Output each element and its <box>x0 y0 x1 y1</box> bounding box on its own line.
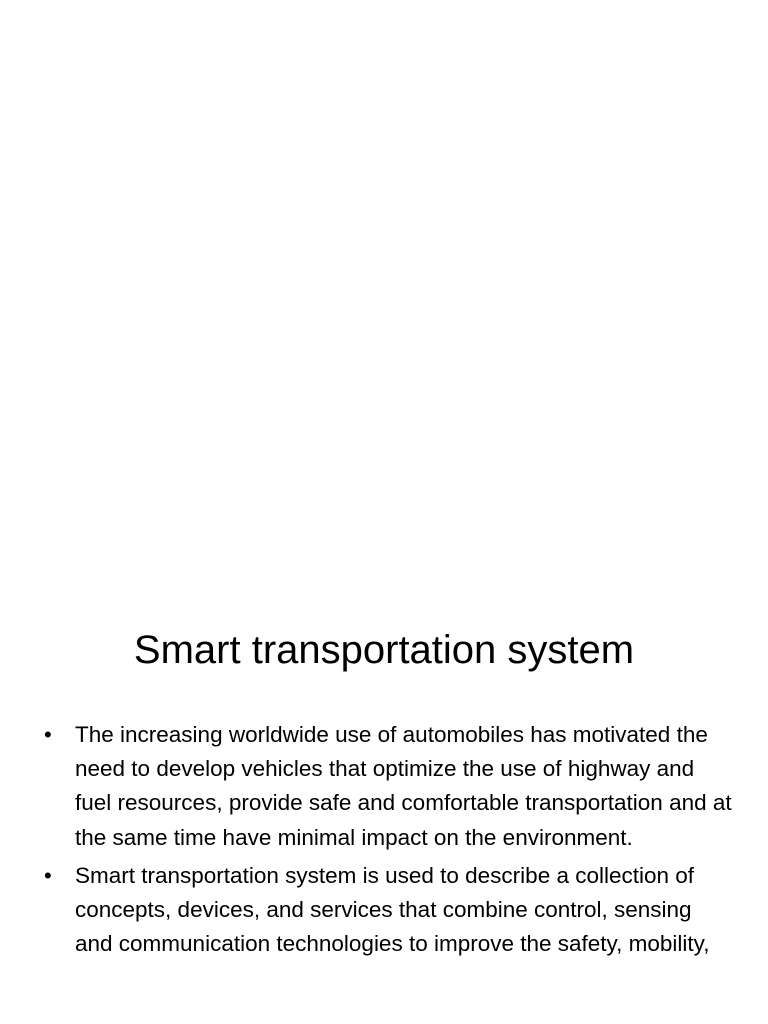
bullet-text: The increasing worldwide use of automobiles has motivated the need to develop vehicles that optimize the use of highway and fuel resources, provide safe and comfortable transportation and at the same time have minimal impact on the environment. <box>75 722 732 850</box>
bullet-list <box>44 718 734 965</box>
slide-title: Smart transportation system <box>133 628 635 672</box>
bullet-dot-icon: • <box>44 862 52 888</box>
bullet-dot-icon: • <box>44 722 52 747</box>
bullet-text: Smart transportation system is used to describe a collection of concepts, devices, and services that combine control, sensing and communication technologies to improve the safety, mobility, <box>75 862 710 957</box>
bullet-item <box>44 718 734 855</box>
bullet-item <box>44 859 734 962</box>
